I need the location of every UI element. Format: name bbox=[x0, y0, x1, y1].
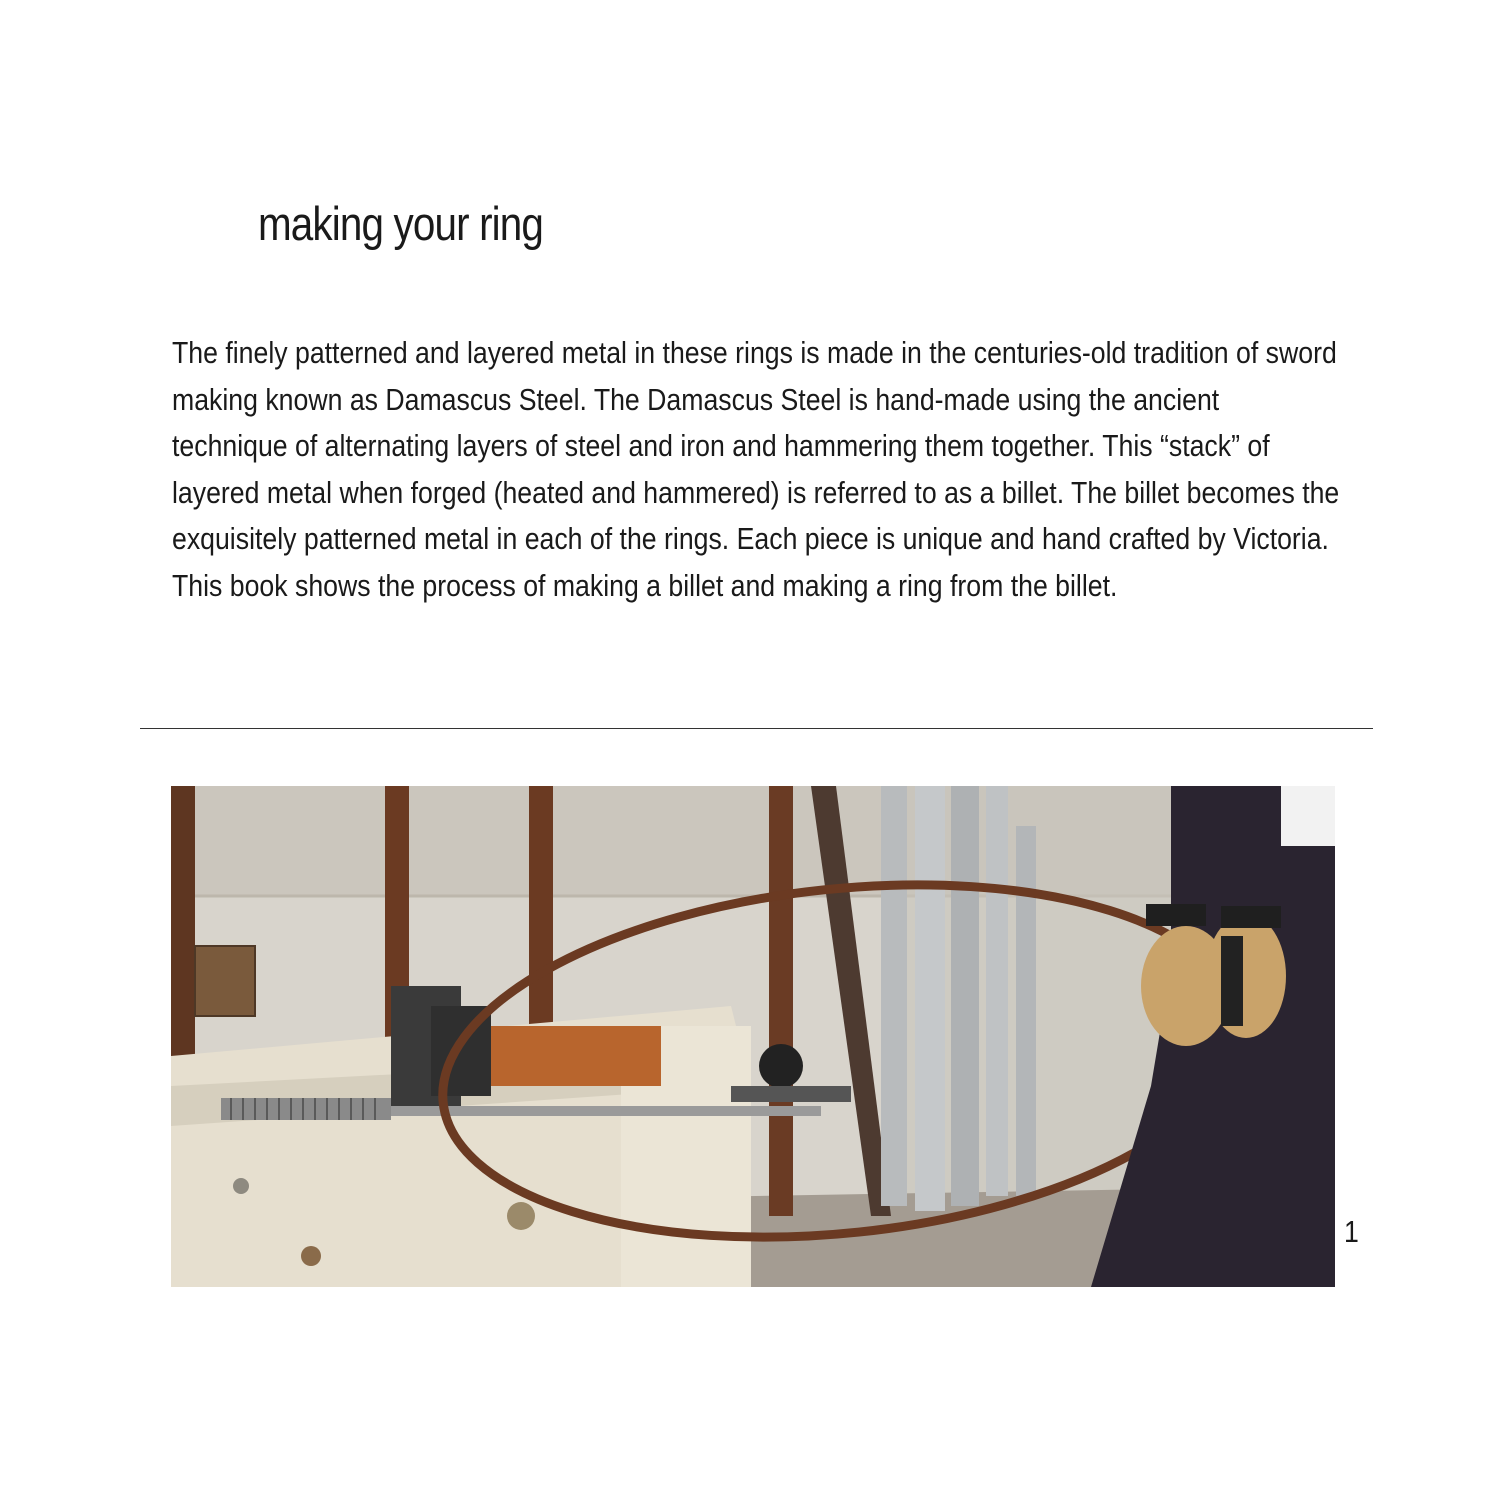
page-title: making your ring bbox=[258, 197, 544, 250]
intro-paragraph: The finely patterned and layered metal in these rings is made in the centuries-old tradition of sword making known as Damascus Steel. The Damascus Steel is hand-made using the ancient technique of alternating layers of steel and iron and hammering them together. This “stack” of layered metal when forged (heated and hammered) is referred to as a billet. The billet becomes the exquisitely patterned metal in each of the rings. Each piece is unique and hand crafted by Victoria. This book shows the process of making a billet and making a ring from the billet. bbox=[172, 335, 1340, 603]
page-number: 1 bbox=[1344, 1214, 1359, 1249]
ring-bending-illustration bbox=[171, 786, 1335, 1287]
section-divider bbox=[140, 728, 1373, 729]
workshop-photo bbox=[171, 786, 1335, 1287]
